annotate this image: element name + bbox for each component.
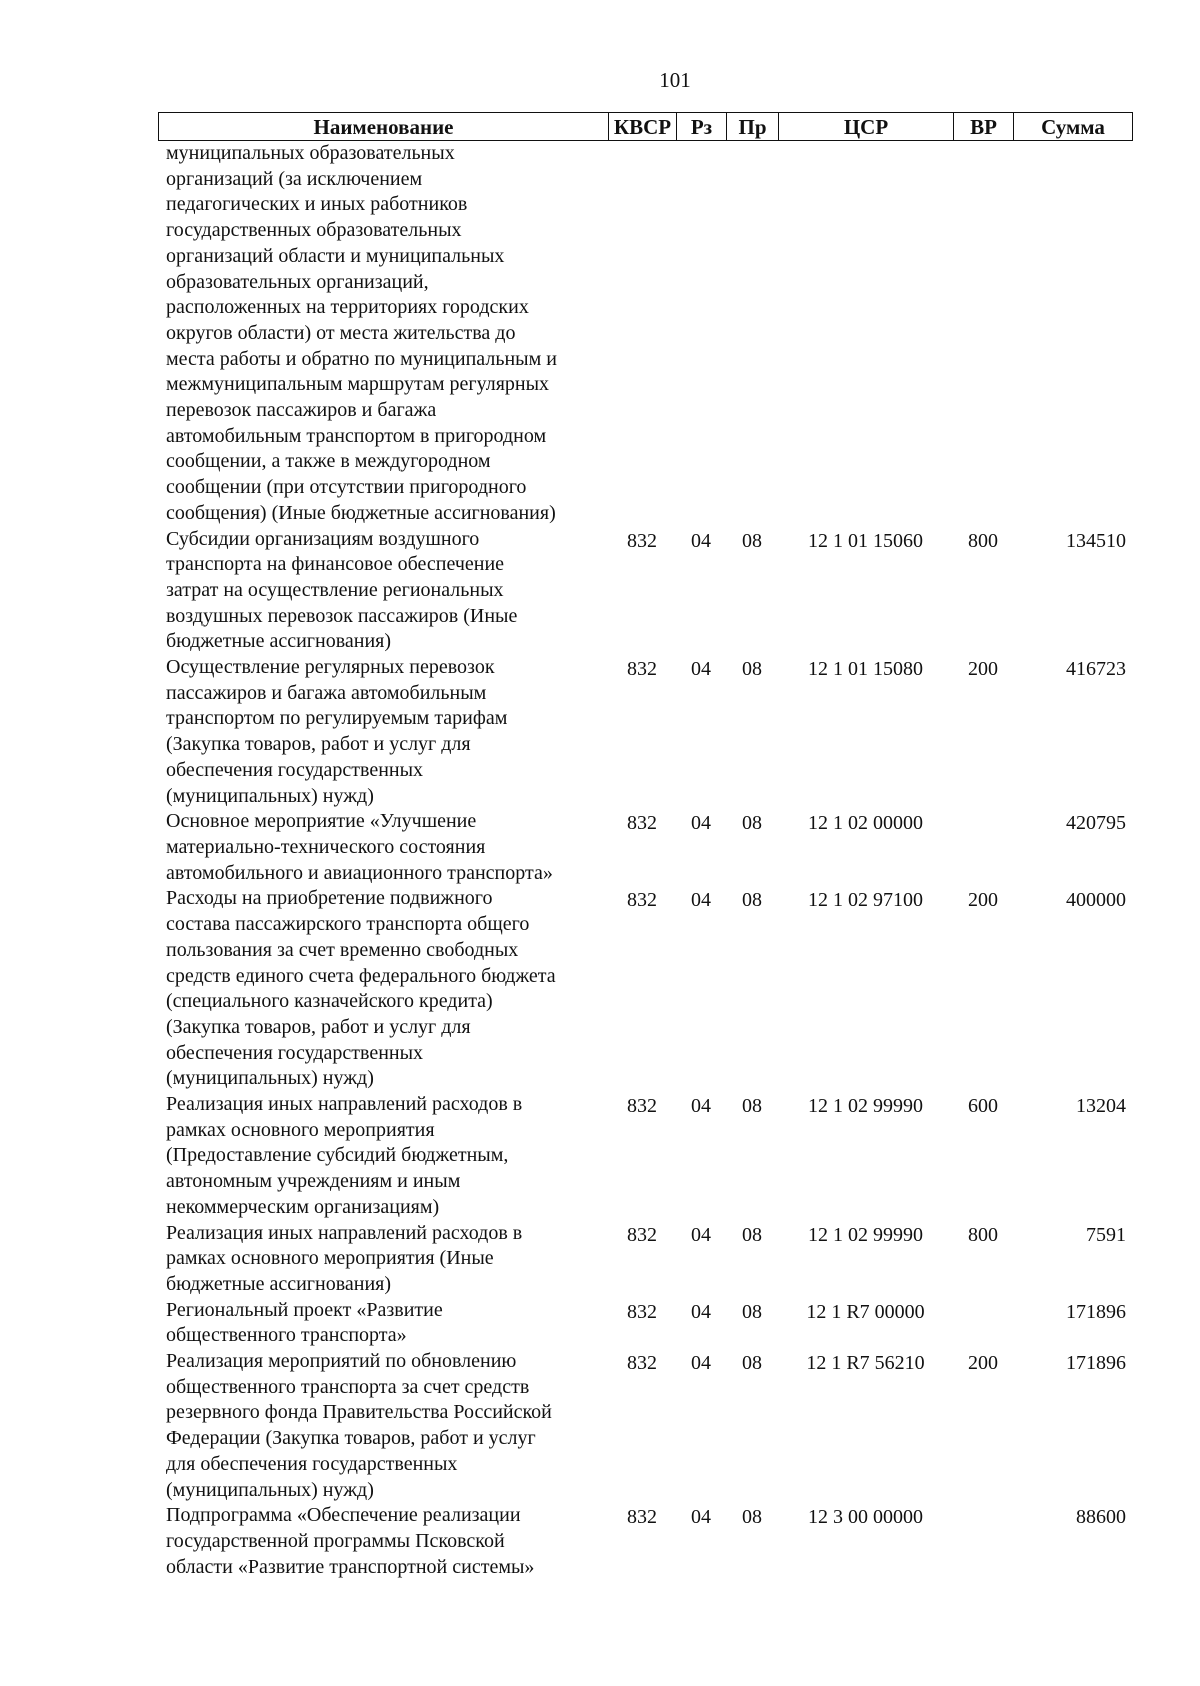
row-name: Расходы на приобретение подвижного состава пассажирского транспорта общего пользования за счет временно свободных средств единого счета федерального бюджета (специального казначейского кредита) (Закупка товаров, работ и услуг для обеспечения государственных (муниципальных) нужд)	[166, 887, 556, 1090]
table-row	[166, 1092, 1126, 1221]
row-pr: 08	[742, 529, 762, 552]
row-rz: 04	[691, 1223, 711, 1246]
table-row	[166, 1298, 1126, 1349]
row-kvsr: 832	[627, 812, 657, 835]
row-csr: 12 1 01 15080	[808, 658, 923, 681]
row-pr: 08	[742, 1300, 762, 1323]
row-csr: 12 1 R7 56210	[806, 1352, 925, 1375]
row-vr	[953, 141, 1013, 527]
row-vr: 800	[968, 1223, 998, 1246]
row-kvsr	[608, 141, 676, 527]
row-rz	[676, 141, 726, 527]
row-kvsr: 832	[627, 1300, 657, 1323]
row-name: Осуществление регулярных перевозок пассажиров и багажа автомобильным транспортом по регулируемым тарифам (Закупка товаров, работ и услуг для обеспечения государственных (муниципальных) нужд)	[166, 656, 508, 807]
row-rz: 04	[691, 529, 711, 552]
row-vr	[953, 809, 1013, 886]
row-name: Реализация иных направлений расходов в рамках основного мероприятия (Иные бюджетные ассигнования)	[166, 1221, 523, 1295]
row-rz: 04	[691, 1095, 711, 1118]
row-vr: 200	[968, 1352, 998, 1375]
row-kvsr: 832	[627, 889, 657, 912]
row-sum: 416723	[1066, 658, 1126, 681]
row-vr: 600	[968, 1095, 998, 1118]
row-sum: 7591	[1086, 1223, 1126, 1246]
row-kvsr: 832	[627, 1095, 657, 1118]
row-vr	[953, 1503, 1013, 1580]
header-vr: ВР	[954, 113, 1014, 140]
header-sum: Сумма	[1041, 115, 1105, 139]
header-name: Наименование	[159, 113, 609, 140]
row-kvsr: 832	[627, 1223, 657, 1246]
header-rz: Рз	[677, 113, 727, 140]
row-kvsr: 832	[627, 529, 657, 552]
row-csr: 12 3 00 00000	[808, 1506, 923, 1529]
row-csr: 12 1 R7 00000	[806, 1300, 925, 1323]
row-csr: 12 1 01 15060	[808, 529, 923, 552]
row-rz: 04	[691, 1300, 711, 1323]
row-kvsr: 832	[627, 658, 657, 681]
table-row	[166, 1503, 1126, 1580]
header-kvsr: КВСР	[609, 113, 677, 140]
row-pr	[726, 141, 778, 527]
table-row	[166, 809, 1126, 886]
row-csr: 12 1 02 99990	[808, 1223, 923, 1246]
row-pr: 08	[742, 1223, 762, 1246]
row-sum: 171896	[1066, 1300, 1126, 1323]
row-name: Субсидии организациям воздушного транспорта на финансовое обеспечение затрат на осуществление региональных воздушных перевозок пассажиров (Иные бюджетные ассигнования)	[166, 527, 518, 653]
row-rz: 04	[691, 889, 711, 912]
header-csr: ЦСР	[779, 113, 954, 140]
table-header	[158, 112, 1133, 141]
row-sum: 88600	[1076, 1506, 1126, 1529]
row-sum: 400000	[1066, 889, 1126, 912]
table-row	[166, 527, 1126, 656]
row-pr: 08	[742, 658, 762, 681]
row-name: Региональный проект «Развитие общественного транспорта»	[166, 1298, 443, 1347]
row-rz: 04	[691, 812, 711, 835]
row-name: Реализация иных направлений расходов в рамках основного мероприятия (Предоставление субсидий бюджетным, автономным учреждениям и иным некоммерческим организациям)	[166, 1093, 523, 1218]
table-body	[166, 141, 1126, 1580]
row-name: Основное мероприятие «Улучшение материально-технического состояния автомобильного и авиационного транспорта»	[166, 810, 553, 884]
row-name: муниципальных образовательных организаций (за исключением педагогических и иных работников государственных образовательных организаций области и муниципальных образовательных организаций, расположенных на территориях городских округов области) от места жительства до места работы и обратно по муниципальным и межмуниципальным маршрутам регулярных перевозок пассажиров и багажа автомобильным транспортом в пригородном сообщении, а также в междугородном сообщении (при отсутствии пригородного сообщения) (Иные бюджетные ассигнования)	[166, 142, 557, 524]
row-rz: 04	[691, 658, 711, 681]
row-pr: 08	[742, 889, 762, 912]
table-row	[166, 141, 1126, 527]
row-sum: 134510	[1066, 529, 1126, 552]
row-pr: 08	[742, 812, 762, 835]
row-kvsr: 832	[627, 1352, 657, 1375]
row-csr: 12 1 02 97100	[808, 889, 923, 912]
row-kvsr: 832	[627, 1506, 657, 1529]
row-pr: 08	[742, 1506, 762, 1529]
row-pr: 08	[742, 1352, 762, 1375]
row-pr: 08	[742, 1095, 762, 1118]
row-name: Реализация мероприятий по обновлению общественного транспорта за счет средств резервного фонда Правительства Российской Федерации (Закупка товаров, работ и услуг для обеспечения государственных (муниципальных) нужд)	[166, 1350, 552, 1501]
row-csr: 12 1 02 00000	[808, 812, 923, 835]
row-rz: 04	[691, 1352, 711, 1375]
table-row	[166, 1221, 1126, 1298]
header-pr: Пр	[727, 113, 779, 140]
table-row	[166, 655, 1126, 809]
row-vr: 200	[968, 889, 998, 912]
row-vr	[953, 1298, 1013, 1349]
row-rz: 04	[691, 1506, 711, 1529]
row-vr: 200	[968, 658, 998, 681]
table-row	[166, 1349, 1126, 1503]
row-csr: 12 1 02 99990	[808, 1095, 923, 1118]
page-number: 101	[659, 68, 691, 92]
row-sum: 420795	[1066, 812, 1126, 835]
table-row	[166, 886, 1126, 1092]
row-sum: 13204	[1076, 1095, 1126, 1118]
row-csr	[778, 141, 953, 527]
row-sum	[1013, 141, 1126, 527]
row-sum: 171896	[1066, 1352, 1126, 1375]
row-name: Подпрограмма «Обеспечение реализации государственной программы Псковской области «Развитие транспортной системы»	[166, 1504, 535, 1578]
row-vr: 800	[968, 529, 998, 552]
